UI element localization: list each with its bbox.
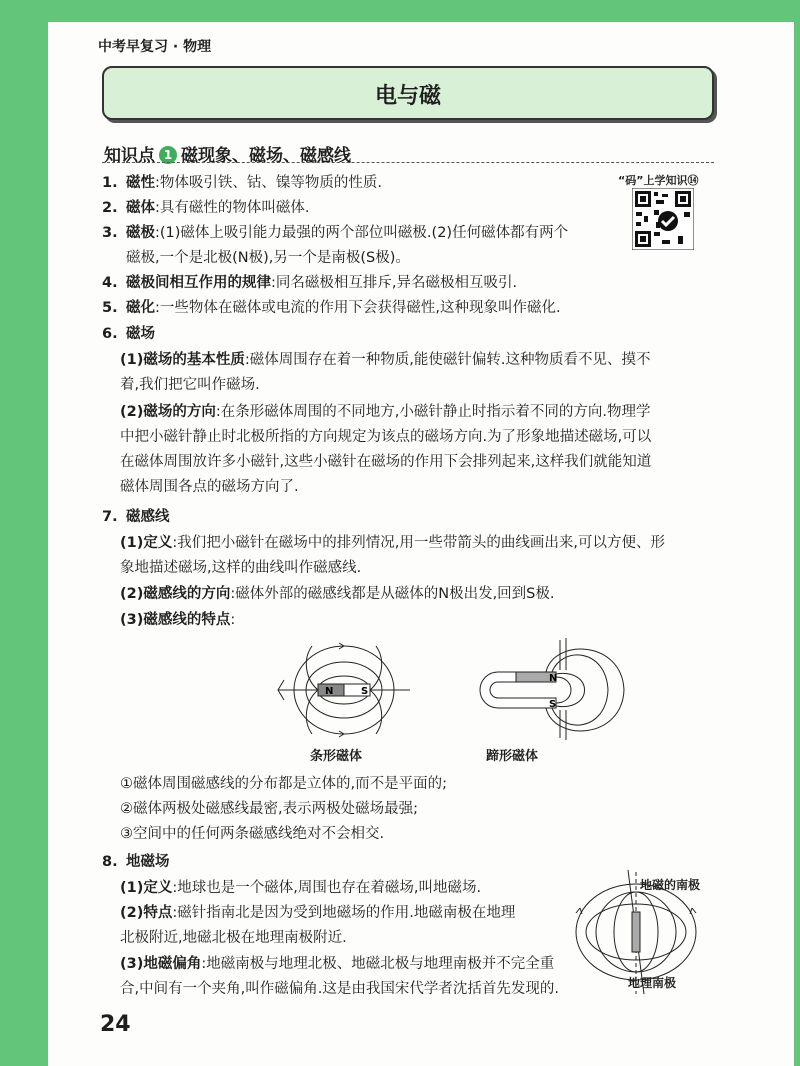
magnetic-declination: (3)地磁偏角:地磁南极与地理北极、地磁北极与地理南极并不完全重 [120,956,555,972]
geomagnetic-feature-cont: 北极附近,地磁北极在地理南极附近. [120,930,347,946]
bar-n-label: N [325,686,334,697]
item-magnetic-field: 6. 磁场 [102,326,155,342]
page-edge-top [0,0,800,22]
field-property-cont: 着,我们把它叫作磁场. [120,377,260,393]
textbook-page [48,22,794,1066]
page-edge-left [0,0,48,1066]
item-magnetic-poles-cont: 磁极,一个是北极(N极),另一个是南极(S极)。 [126,250,410,266]
field-direction-l4: 磁体周围各点的磁场方向了. [120,479,299,495]
page-edge-right [794,0,800,1066]
magnet-field-figures [276,634,676,742]
feature-2: ②磁体两极处磁感线最密,表示两极处磁场最强; [120,801,418,817]
bar-s-label: S [361,686,369,697]
horseshoe-magnet-figure [480,638,624,740]
section-title-text: 磁现象、磁场、磁感线 [181,146,351,166]
earth-bottom-label: 地理南极 [628,976,677,990]
feature-3: ③空间中的任何两条磁感线绝对不会相交. [120,826,385,842]
item-magnetic-poles: 3. 磁极:(1)磁体上吸引能力最强的两个部位叫磁极.(2)任何磁体都有两个 [102,225,569,241]
field-property: (1)磁场的基本性质:磁体周围存在着一种物质,能使磁针偏转.这种物质看不见、摸不 [120,352,651,368]
qr-code-icon [632,188,694,250]
magnetic-declination-cont: 合,中间有一个夹角,叫作磁偏角.这是由我国宋代学者沈括首先发现的. [120,981,559,997]
chapter-title-box [102,66,714,120]
page-number: 24 [100,1012,131,1037]
item-magnet: 2. 磁体:具有磁性的物体叫磁体. [102,200,310,216]
item-pole-interaction: 4. 磁极间相互作用的规律:同名磁极相互排斥,异名磁极相互吸引. [102,275,518,291]
item-magnetism: 1. 磁性:物体吸引铁、钴、镍等物质的性质. [102,175,382,191]
item-geomagnetic-field: 8. 地磁场 [102,854,170,870]
running-header: 中考早复习 · 物理 [98,39,212,55]
horseshoe-magnet-caption: 蹄形磁体 [486,749,539,764]
field-lines-features: (3)磁感线的特点: [120,612,236,628]
geomagnetic-definition: (1)定义:地球也是一个磁体,周围也存在着磁场,叫地磁场. [120,880,482,896]
field-lines-direction: (2)磁感线的方向:磁体外部的磁感线都是从磁体的N极出发,回到S极. [120,586,555,602]
field-lines-definition-cont: 象地描述磁场,这样的曲线叫作磁感线. [120,560,362,576]
item-magnetization: 5. 磁化:一些物体在磁体或电流的作用下会获得磁性,这种现象叫作磁化. [102,300,561,316]
section-prefix: 知识点 [104,146,155,166]
field-direction-l2: 中把小磁针静止时北极所指的方向规定为该点的磁场方向.为了形象地描述磁场,可以 [120,429,652,445]
field-lines-definition: (1)定义:我们把小磁针在磁场中的排列情况,用一些带箭头的曲线画出来,可以方便、形 [120,535,665,551]
item-field-lines: 7. 磁感线 [102,509,170,525]
field-direction: (2)磁场的方向:在条形磁体周围的不同地方,小磁针静止时指示着不同的方向.物理学 [120,404,651,420]
section-number-badge: 1 [159,146,177,164]
chapter-title: 电与磁 [374,84,441,109]
qr-code[interactable] [632,188,694,250]
earth-top-label: 地磁的南极 [640,878,701,892]
section-divider [102,162,714,163]
bar-magnet-caption: 条形磁体 [310,749,363,764]
horseshoe-s-label: S [549,699,557,710]
qr-label: “码”上学知识⑭ [618,174,699,187]
geomagnetic-feature: (2)特点:磁针指南北是因为受到地磁场的作用.地磁南极在地理 [120,905,516,921]
horseshoe-n-label: N [549,673,558,684]
feature-1: ①磁体周围磁感线的分布都是立体的,而不是平面的; [120,776,447,792]
field-direction-l3: 在磁体周围放许多小磁针,这些小磁针在磁场的作用下会排列起来,这样我们就能知道 [120,454,652,470]
